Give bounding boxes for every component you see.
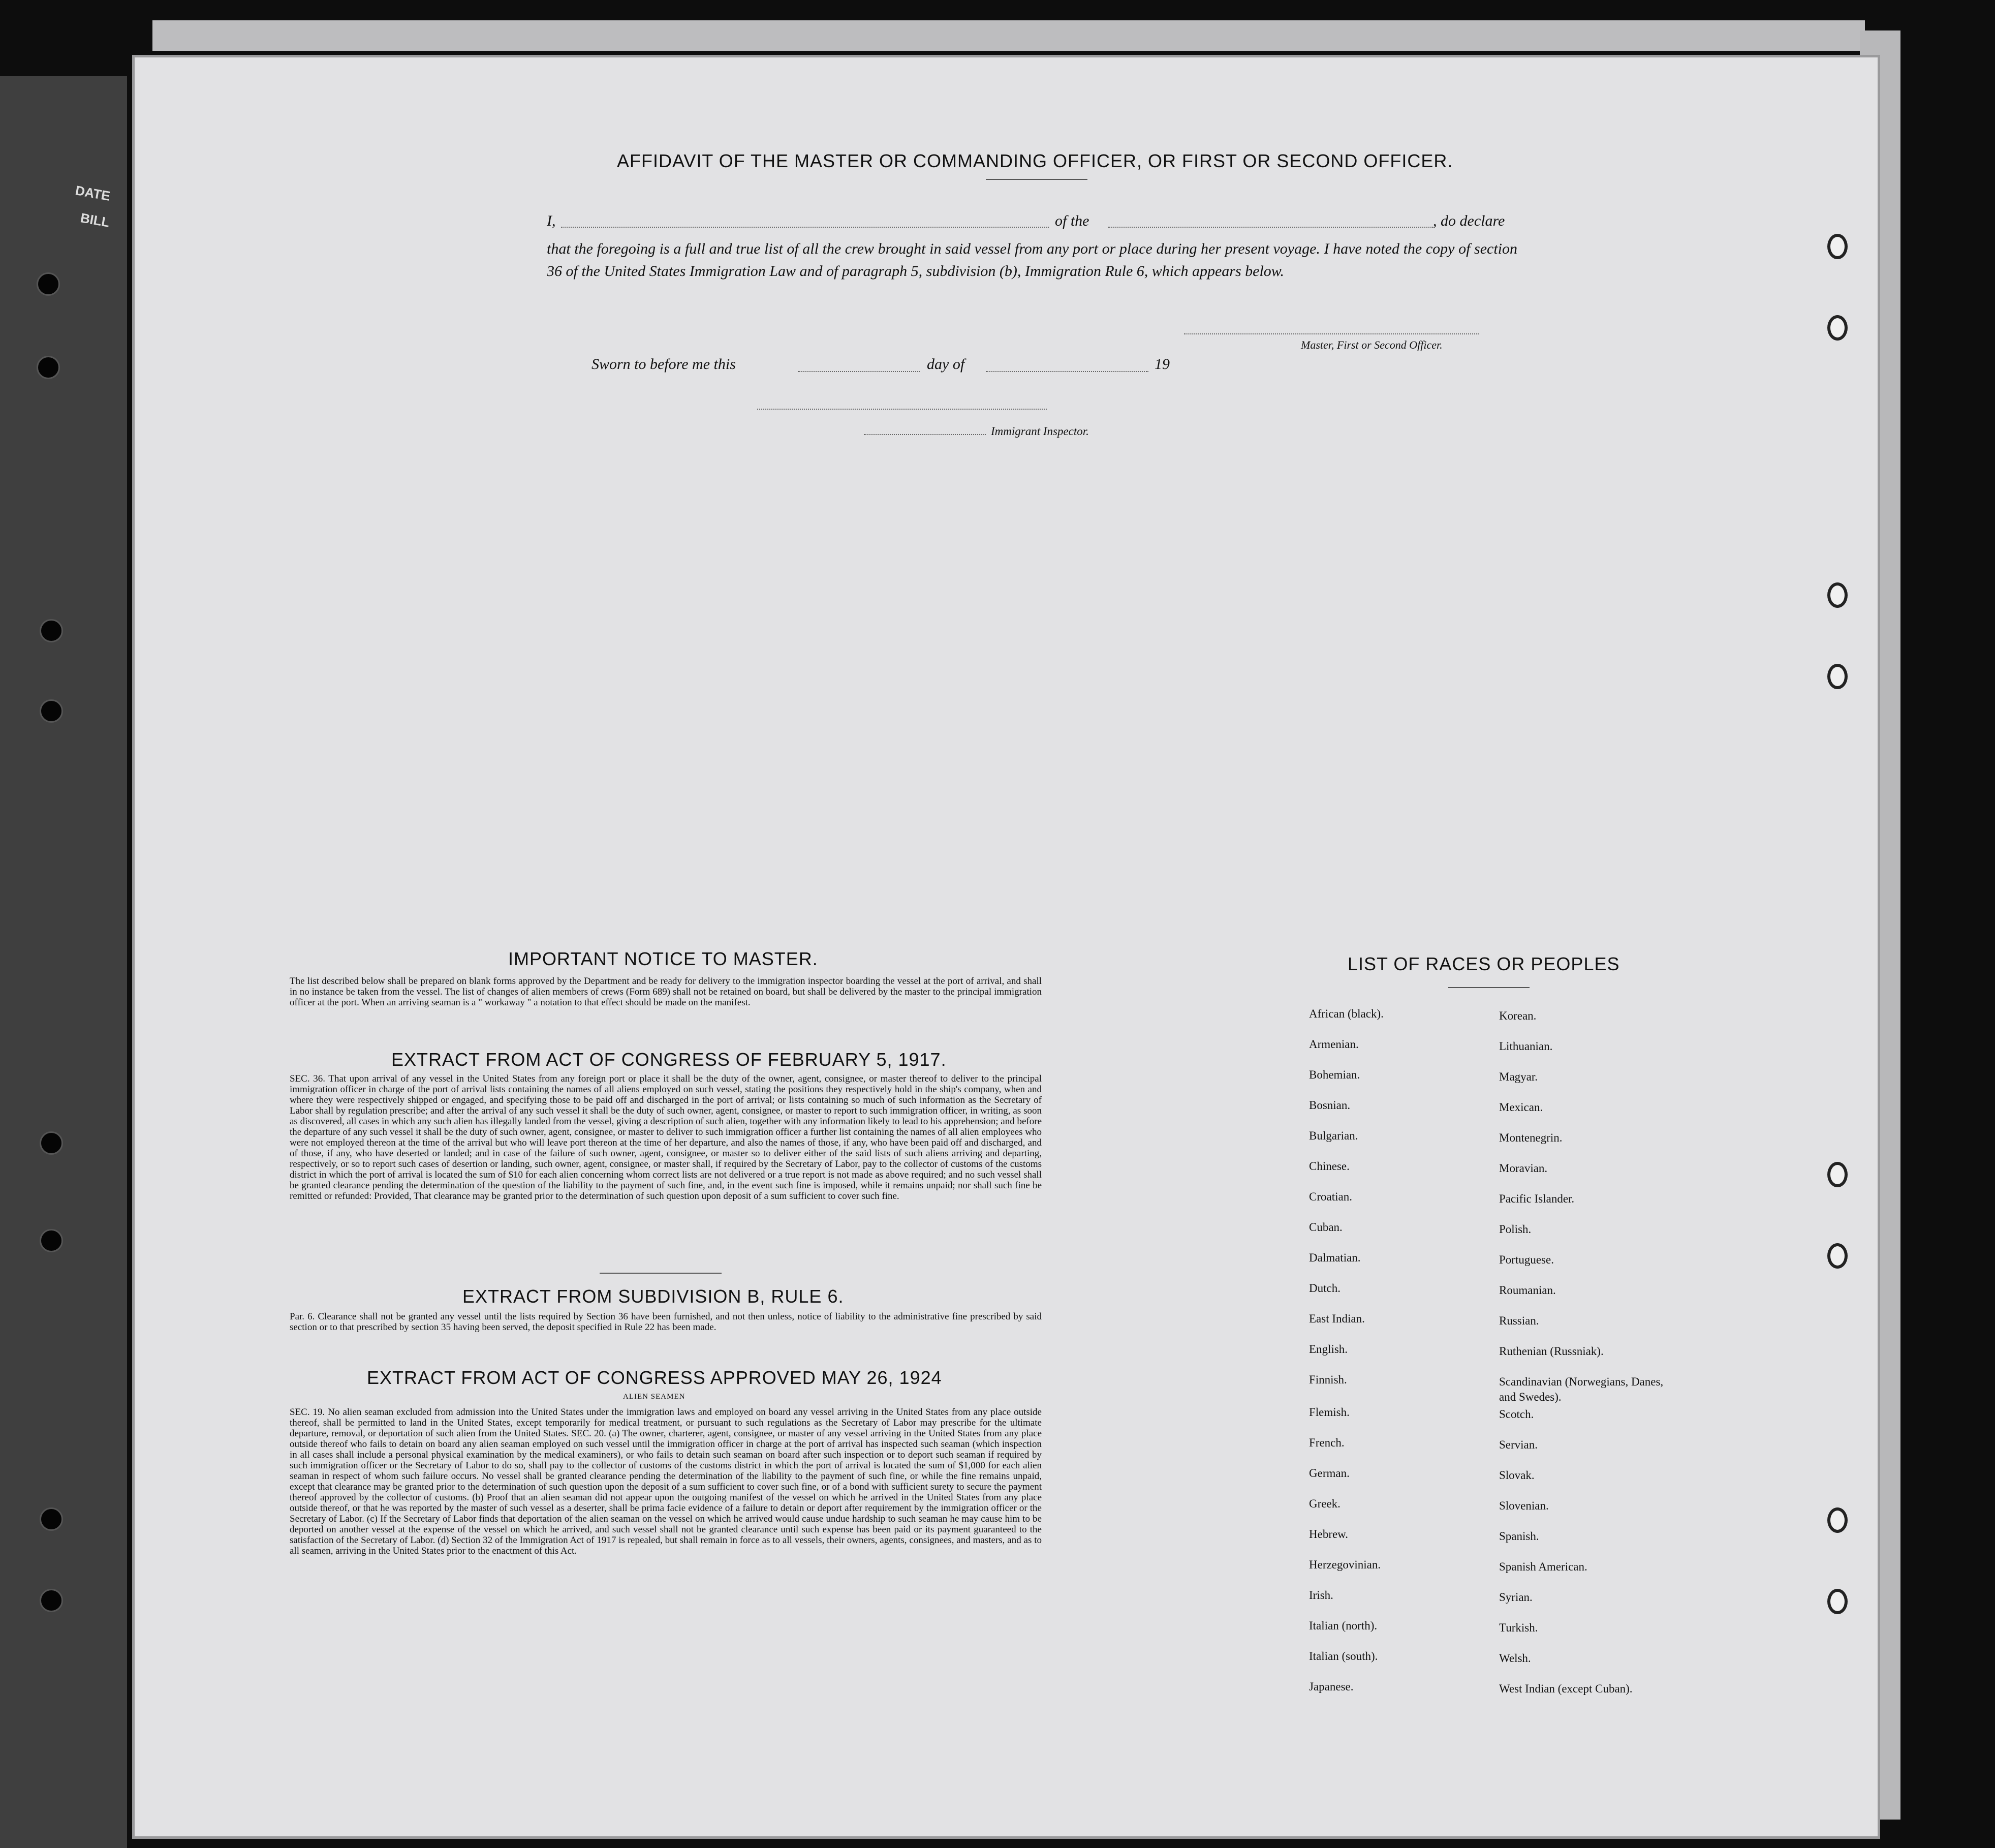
race-col1-item: Japanese. — [1309, 1680, 1354, 1693]
race-col2-item: Moravian. — [1499, 1162, 1548, 1175]
master-signature-label: Master, First or Second Officer. — [1301, 338, 1443, 351]
race-col1-item: Armenian. — [1309, 1038, 1359, 1051]
race-col1-item: East Indian. — [1309, 1312, 1365, 1325]
race-col1-item: Bohemian. — [1309, 1068, 1360, 1081]
year-label: 19 — [1155, 356, 1170, 373]
race-col1-item: English. — [1309, 1343, 1348, 1356]
race-col2-item: Welsh. — [1499, 1652, 1531, 1665]
race-col1-item: Dalmatian. — [1309, 1251, 1361, 1264]
extract-1917-title: EXTRACT FROM ACT OF CONGRESS OF FEBRUARY 5, 1917. — [391, 1049, 947, 1070]
binder-hole — [40, 619, 63, 642]
divider — [986, 179, 1087, 180]
race-col2-item: Syrian. — [1499, 1591, 1533, 1604]
race-col2-item: Magyar. — [1499, 1070, 1538, 1083]
punch-hole — [1827, 1162, 1848, 1187]
race-col2-item: Korean. — [1499, 1009, 1537, 1022]
race-col1-item: Bosnian. — [1309, 1099, 1351, 1112]
punch-hole — [1827, 1243, 1848, 1269]
race-col2-item: Russian. — [1499, 1314, 1539, 1327]
subdivision-title: EXTRACT FROM SUBDIVISION B, RULE 6. — [462, 1286, 844, 1307]
race-col1-item: Italian (north). — [1309, 1619, 1378, 1632]
affidavit-declarant-label: I, — [547, 212, 556, 229]
punch-hole — [1827, 234, 1848, 259]
extract-1924-title: EXTRACT FROM ACT OF CONGRESS APPROVED MAY 26, 1924 — [367, 1367, 942, 1388]
race-col2-item: Spanish American. — [1499, 1560, 1587, 1573]
binder-hole — [40, 1229, 63, 1252]
race-col1-item: Irish. — [1309, 1589, 1333, 1601]
subdivision-text: Par. 6. Clearance shall not be granted any vessel until the lists required by Section 36 have been furnished, and not then unless, notice of liability to the administrative fine prescribed by said section or to that prescribed by section 35 having been served, the deposit specified in Rule 22 has been made. — [290, 1311, 1042, 1333]
race-col2-item: Servian. — [1499, 1438, 1538, 1451]
race-col1-item: Hebrew. — [1309, 1528, 1349, 1541]
punch-hole — [1827, 315, 1848, 341]
affidavit-vessel-label: of the — [1055, 212, 1089, 229]
extract-1924-text: SEC. 19. No alien seaman excluded from admission into the United States under the immigration laws and employed on board any vessel arriving in the United States from any place outside thereof, shall be permitted to land in the United States, except temporarily for medical treatment, or pursuant to such regulations as the Secretary of Labor may prescribe for the ultimate departure, removal, or deportation of such alien from the United States. SEC. 20. (a) The owner, charterer, agent, consignee, or master of any vessel arriving in the United States from any place outside thereof who fails to detain on board any alien seaman employed on such vessel until the immigration officer in charge at the port of arrival has inspected such seaman (which inspection in all cases shall include a personal physical examination by the medical examiners), or who fails to detain such seaman on board after such inspection or to deport such seaman if required by such immigration officer or the Secretary of Labor to do so, shall pay to the collector of customs of the customs district in which the port of arrival is located the sum of $1,000 for each alien seaman in respect of whom such failure occurs. No vessel shall be granted clearance pending the determination of the liability to the payment of such fine, or while the fine remains unpaid, except that clearance may be granted prior to the determination of such question upon the deposit of a sum sufficient to cover such fine, or of a bond with sufficient surety to secure the payment thereof approved by the collector of customs. (b) Proof that an alien seaman did not appear upon the outgoing manifest of the vessel on which he arrived in the United States from any place outside thereof, or that he was reported by the master of such vessel as a deserter, shall be prima facie evidence of a failure to detain or deport after requirement by the immigration officer or the Secretary of Labor. (c) If the Secretary of Labor finds that deportation of the alien seaman on the vessel on which he arrived would cause undue hardship to such seaman he may cause him to be deported on another vessel at the expense of the vessel on which he arrived, and such vessel shall not be granted clearance until such expense has been paid or its payment guaranteed to the satisfaction of the Secretary of Labor. (d) Section 32 of the Immigration Act of 1917 is repealed, but shall remain in force as to all vessels, their owners, agents, consignees, and masters, and as to all seamen, arriving in the United States prior to the enactment of this Act. — [290, 1407, 1042, 1556]
affidavit-title: AFFIDAVIT OF THE MASTER OR COMMANDING OFFICER, OR FIRST OR SECOND OFFICER. — [617, 150, 1453, 171]
race-col1-item: African (black). — [1309, 1007, 1384, 1020]
affidavit-body: that the foregoing is a full and true list of all the crew brought in said vessel from any port or place during her present voyage. I have noted the copy of section 36 of the United States Immigration Law and of paragraph 5, subdivision (b), Immigration Rule 6, which appears below. — [547, 240, 1517, 280]
binder-hole — [40, 1131, 63, 1155]
divider — [1448, 987, 1530, 988]
inspector-signature-line — [757, 409, 1047, 410]
race-col1-item: Finnish. — [1309, 1373, 1347, 1386]
race-col2-item: Spanish. — [1499, 1530, 1539, 1543]
punch-hole — [1827, 1589, 1848, 1614]
declarant-name-field[interactable] — [561, 227, 1049, 228]
margin-stamp-top: DATE — [74, 182, 112, 204]
race-col1-item: Dutch. — [1309, 1282, 1341, 1295]
punch-hole — [1827, 1507, 1848, 1533]
race-col2-item: Scotch. — [1499, 1408, 1534, 1421]
notice-text: The list described below shall be prepared on blank forms approved by the Department and be ready for delivery to the immigration inspector boarding the vessel at the port of arrival, and shall in no instance be taken from the vessel. The list of changes of alien members of crews (Form 689) shall not be retained on board, but shall be delivered by the master to the principal immigration officer at the port. When an arriving seaman is a " workaway " a notation to that effect should be made on the manifest. — [290, 976, 1042, 1008]
race-col2-item: Turkish. — [1499, 1621, 1538, 1634]
race-col1-item: Italian (south). — [1309, 1650, 1378, 1662]
binder-hole — [37, 272, 60, 296]
race-col2-item: Montenegrin. — [1499, 1131, 1563, 1144]
race-col1-item: German. — [1309, 1467, 1350, 1480]
left-binding-strip — [0, 76, 127, 1848]
race-col2-item: Portuguese. — [1499, 1253, 1554, 1266]
race-col1-item: Chinese. — [1309, 1160, 1350, 1173]
inspector-signature-field[interactable] — [864, 434, 986, 435]
race-col1-item: Flemish. — [1309, 1406, 1350, 1419]
race-col2-item: Slovak. — [1499, 1469, 1535, 1482]
inspector-label: Immigrant Inspector. — [991, 425, 1089, 438]
notice-title: IMPORTANT NOTICE TO MASTER. — [508, 948, 818, 969]
sworn-label: Sworn to before me this — [591, 356, 736, 373]
binder-hole — [40, 1589, 63, 1612]
race-col1-item: Bulgarian. — [1309, 1129, 1358, 1142]
race-col2-item: Lithuanian. — [1499, 1040, 1553, 1053]
binder-hole — [37, 356, 60, 379]
master-signature-field[interactable] — [1184, 333, 1479, 334]
race-col2-item: Slovenian. — [1499, 1499, 1549, 1512]
margin-stamp-bottom: BILL — [79, 210, 111, 230]
extract-1917-text: SEC. 36. That upon arrival of any vessel in the United States from any foreign port or place it shall be the duty of the owner, agent, consignee, or master thereof to deliver to the principal immigration officer in charge of the port of arrival lists containing the names of all aliens employed on such vessel, stating the positions they respectively hold in the ship's company, when and where they were respectively shipped or engaged, and specifying those to be paid off and discharged in the port of arrival; or lists containing so much of such information as the Secretary of Labor shall by regulation prescribe; and after the arrival of any such vessel it shall be the duty of such owner, agent, consignee, or master to report to such immigration officer, in writing, as soon as discovered, all cases in which any such alien has illegally landed from the vessel, giving a description of such alien, together with any information likely to lead to his apprehension; and before the departure of any such vessel it shall be the duty of such owner, agent, consignee, or master to deliver to such immigration officer a further list containing the names of all alien employees who were not employed thereon at the time of the arrival but who will leave port thereon at the time of her departure, and also the names of those, if any, who have been paid off and discharged, and of those, if any, who have deserted or landed; and in case of the failure of such owner, agent, consignee, or master so to deliver either of the said lists of such aliens arriving and departing, respectively, or so to report such cases of desertion or landing, such owner, agent, consignee, or master shall, if required by the Secretary of Labor, pay to the collector of customs of the customs district in which the port of arrival is located the sum of $10 for each alien concerning whom correct lists are not delivered or a true report is not made as above required; and no such vessel shall be granted clearance pending the determination of the question of the liability to the payment of such fine, and, in the event such fine is imposed, while it remains unpaid; nor shall such fine be remitted or refunded: Provided, That clearance may be granted prior to the determination of such question upon deposit of a sum sufficient to cover such fine. — [290, 1073, 1042, 1202]
punch-hole — [1827, 664, 1848, 689]
punch-hole — [1827, 582, 1848, 608]
race-col1-item: Cuban. — [1309, 1221, 1343, 1234]
race-col2-item: Ruthenian (Russniak). — [1499, 1345, 1604, 1358]
race-col2-item: Polish. — [1499, 1223, 1532, 1236]
race-col2-item: Mexican. — [1499, 1101, 1543, 1114]
races-title: LIST OF RACES OR PEOPLES — [1348, 953, 1620, 974]
race-col2-item: West Indian (except Cuban). — [1499, 1682, 1633, 1695]
sworn-day-field[interactable] — [798, 371, 920, 372]
race-col2-item: Roumanian. — [1499, 1284, 1556, 1297]
binder-hole — [40, 699, 63, 723]
binder-hole — [40, 1507, 63, 1531]
vessel-name-field[interactable] — [1108, 227, 1433, 228]
sworn-month-field[interactable] — [986, 371, 1148, 372]
race-col1-item: Croatian. — [1309, 1190, 1352, 1203]
extract-1924-subtitle: ALIEN SEAMEN — [623, 1393, 685, 1401]
divider — [600, 1273, 722, 1274]
race-col1-item: Greek. — [1309, 1497, 1341, 1510]
document-sheet — [132, 55, 1880, 1839]
race-col2-item: Scandinavian (Norwegians, Danes, and Swedes). — [1499, 1375, 1664, 1403]
race-col1-item: French. — [1309, 1436, 1345, 1449]
affidavit-declare-label: , do declare — [1433, 212, 1505, 229]
race-col2-item: Pacific Islander. — [1499, 1192, 1575, 1205]
race-col1-item: Herzegovinian. — [1309, 1558, 1381, 1571]
day-of-label: day of — [927, 356, 965, 373]
